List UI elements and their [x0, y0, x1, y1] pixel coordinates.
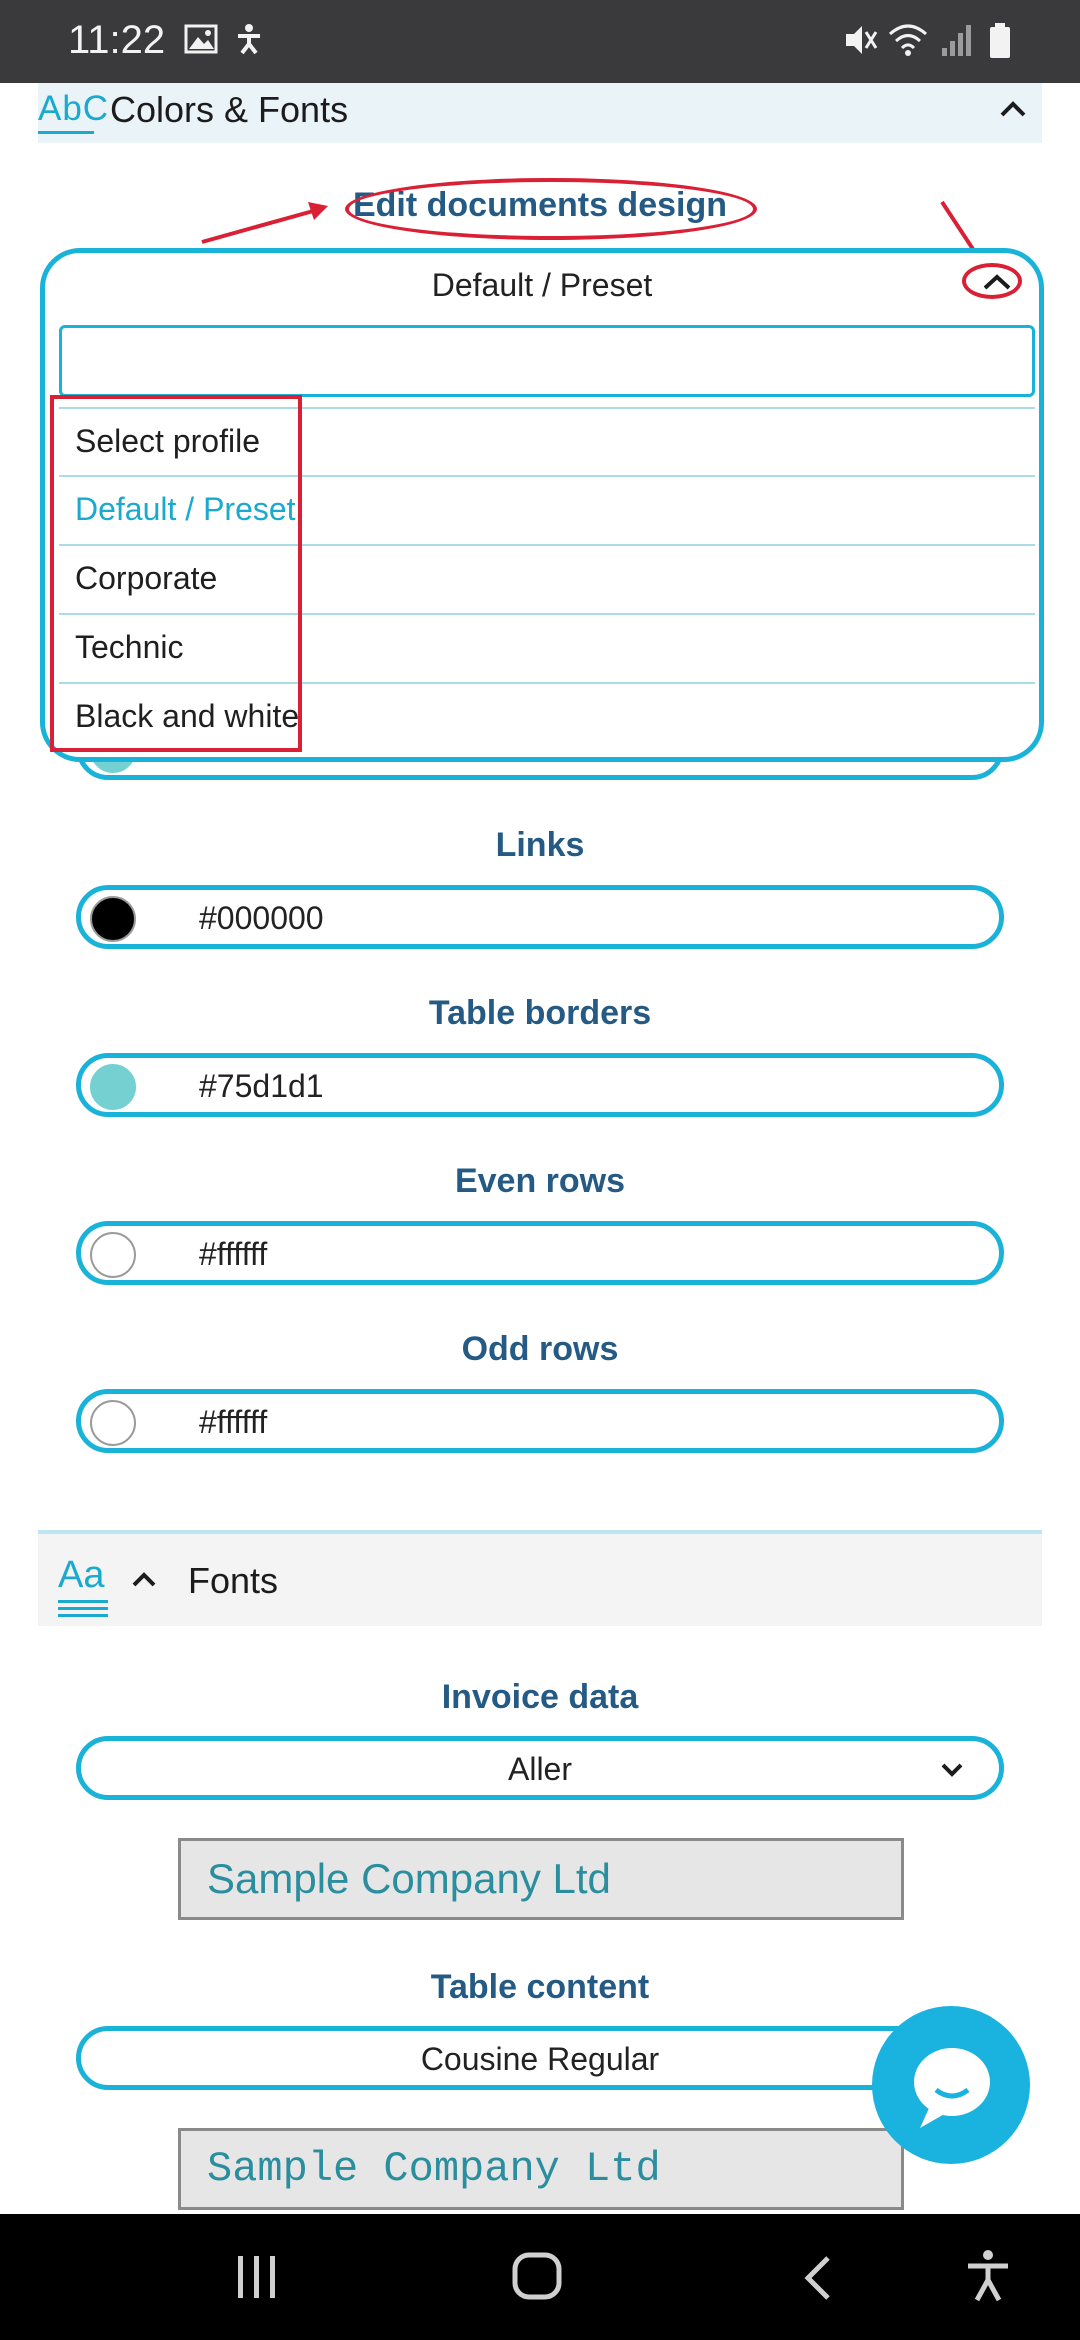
font-aa-icon: Aa: [58, 1554, 105, 1596]
links-color-value[interactable]: #000000: [199, 900, 324, 936]
links-color-field[interactable]: [76, 885, 1004, 949]
sample-text: Sample Company Ltd: [207, 1855, 611, 1902]
table-borders-color-value[interactable]: #75d1d1: [199, 1068, 324, 1104]
odd-rows-label: Odd rows: [461, 1330, 619, 1368]
table-borders-label: Table borders: [428, 994, 652, 1032]
wifi-icon: [888, 22, 928, 58]
even-rows-label: Even rows: [454, 1162, 626, 1200]
table-borders-color-field[interactable]: [76, 1053, 1004, 1117]
status-bar: [0, 0, 1080, 83]
even-rows-color-swatch[interactable]: [90, 1232, 136, 1278]
links-color-swatch[interactable]: [90, 896, 136, 942]
abc-icon-underline: [38, 131, 94, 134]
signal-icon: [940, 22, 974, 58]
accessibility-notification-icon: [232, 22, 266, 56]
dropdown-option-select-profile[interactable]: Select profile: [75, 423, 260, 459]
chevron-up-icon[interactable]: [998, 97, 1028, 121]
abc-icon: AbC: [38, 89, 110, 128]
odd-rows-color-field[interactable]: [76, 1389, 1004, 1453]
chat-bubble-icon: [872, 2006, 1030, 2164]
sample-text: Sample Company Ltd: [207, 2145, 661, 2193]
links-label: Links: [495, 826, 585, 864]
chevron-down-icon[interactable]: [939, 1761, 965, 1779]
dropdown-option-corporate[interactable]: Corporate: [75, 560, 218, 596]
table-content-font-sample: [178, 2128, 904, 2210]
fonts-section-header[interactable]: [38, 1530, 1042, 1626]
invoice-data-font-sample: [178, 1838, 904, 1920]
section-title: Colors & Fonts: [110, 89, 349, 130]
odd-rows-color-swatch[interactable]: [90, 1400, 136, 1446]
invoice-data-font-value[interactable]: Aller: [507, 1751, 572, 1787]
navigation-bar: [0, 2214, 1080, 2340]
annotation-rectangle: [50, 395, 302, 752]
dropdown-option-default-preset[interactable]: Default / Preset: [75, 491, 296, 527]
colors-fonts-header[interactable]: [38, 83, 1042, 143]
gallery-icon: [184, 22, 218, 56]
profile-search-input[interactable]: [59, 325, 1035, 397]
table-content-font-value[interactable]: Cousine Regular: [420, 2041, 660, 2077]
odd-rows-color-value[interactable]: #ffffff: [199, 1404, 268, 1440]
annotation-arrow-icon: [196, 196, 336, 248]
annotation-ellipse: [962, 263, 1022, 299]
dropdown-option-technic[interactable]: Technic: [75, 629, 184, 665]
invoice-data-label: Invoice data: [441, 1678, 639, 1716]
annotation-ellipse: [345, 178, 757, 240]
even-rows-color-field[interactable]: [76, 1221, 1004, 1285]
invoice-data-font-select[interactable]: [76, 1736, 1004, 1800]
vibrate-icon: [842, 22, 878, 58]
fonts-title: Fonts: [188, 1560, 279, 1601]
chevron-up-icon[interactable]: [130, 1568, 158, 1590]
table-borders-color-swatch[interactable]: [90, 1064, 136, 1110]
battery-icon: [988, 22, 1012, 60]
edit-design-heading: Edit documents design: [352, 186, 728, 224]
font-lines-icon: [58, 1600, 108, 1620]
table-content-font-select[interactable]: [76, 2026, 1004, 2090]
recent-apps-icon[interactable]: [232, 2252, 282, 2302]
accessibility-icon[interactable]: [964, 2248, 1012, 2304]
profile-dropdown-selected[interactable]: Default / Preset: [431, 267, 653, 303]
table-content-label: Table content: [430, 1968, 650, 2006]
status-time: 11:22: [68, 18, 166, 62]
dropdown-option-black-and-white[interactable]: Black and white: [75, 698, 300, 734]
back-icon[interactable]: [800, 2254, 836, 2302]
home-icon[interactable]: [512, 2250, 562, 2302]
chat-button[interactable]: [872, 2006, 1030, 2164]
even-rows-color-value[interactable]: #ffffff: [199, 1236, 268, 1272]
